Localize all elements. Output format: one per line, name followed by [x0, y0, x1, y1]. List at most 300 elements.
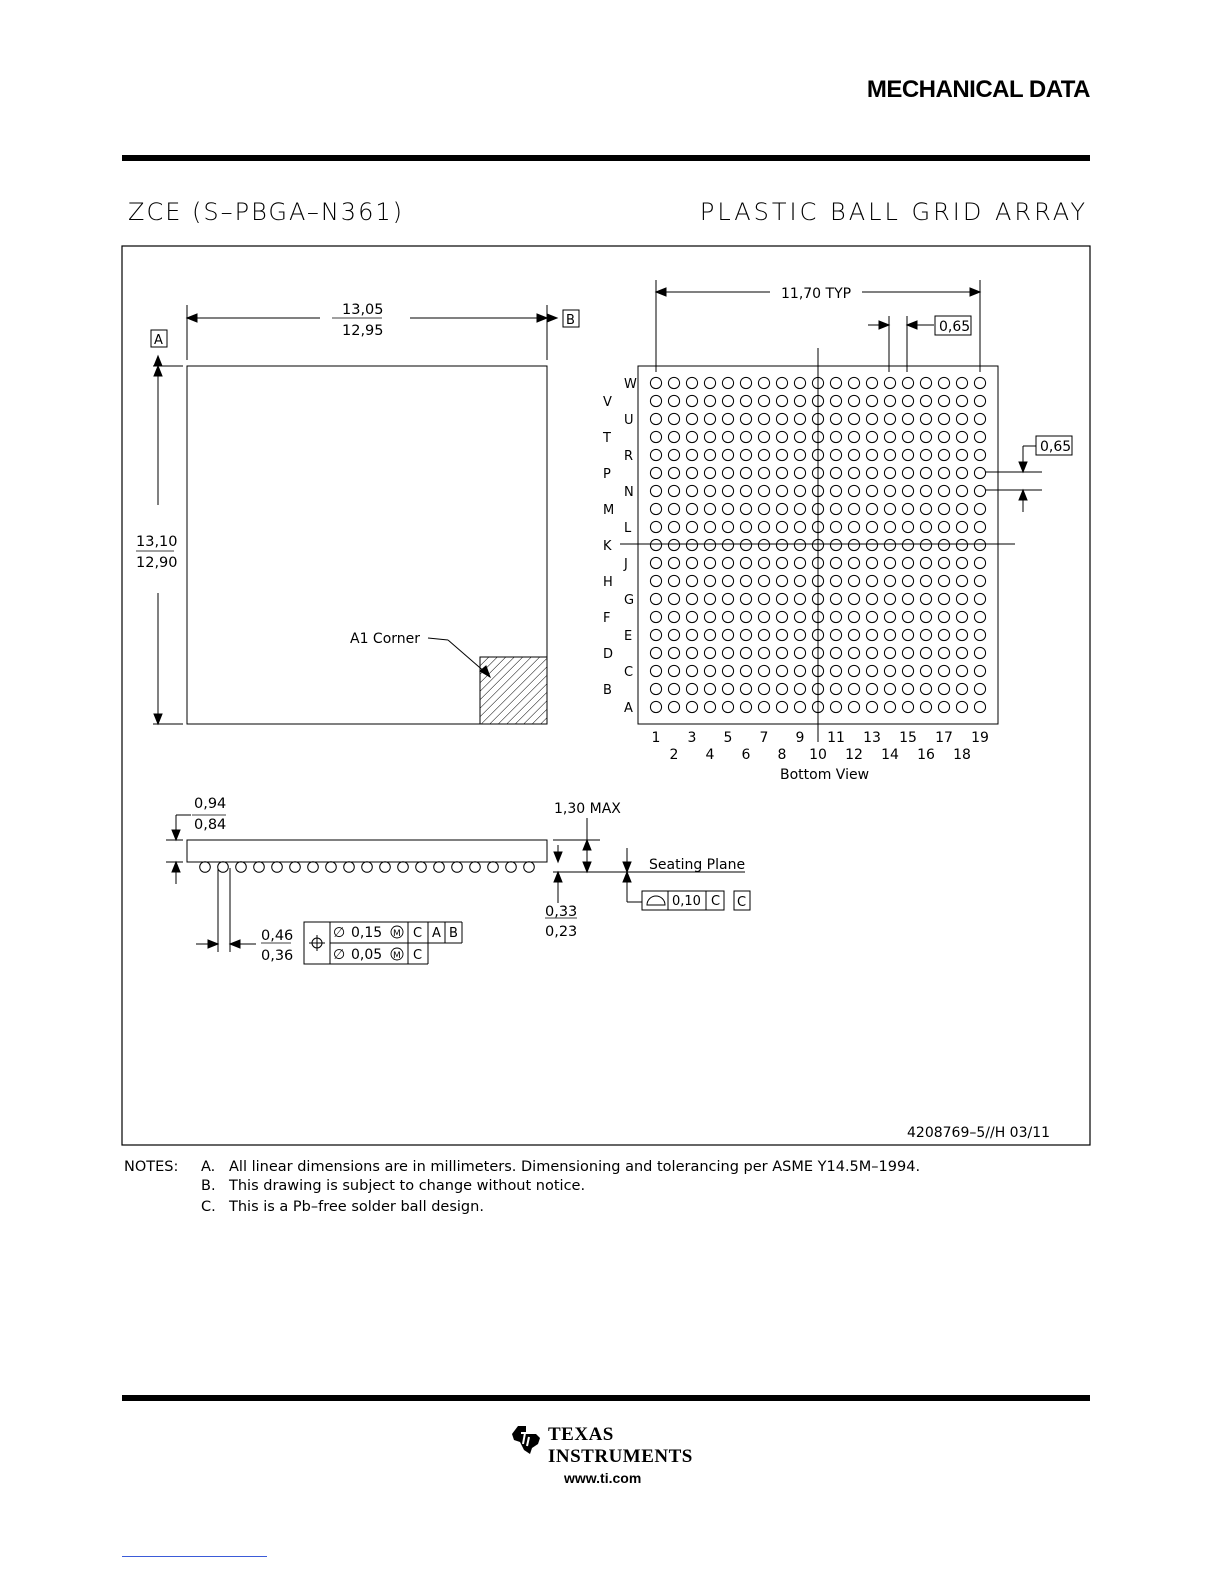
solder-ball [758, 575, 769, 586]
row-labels [602, 377, 637, 716]
solder-ball [668, 413, 679, 424]
solder-ball [848, 701, 859, 712]
solder-ball [866, 665, 877, 676]
solder-ball [848, 557, 859, 568]
top-height-min: 12,90 [136, 555, 178, 571]
page-title: MECHANICAL DATA [866, 76, 1090, 103]
solder-ball [920, 647, 931, 658]
solder-ball [794, 395, 805, 406]
solder-ball [740, 485, 751, 496]
top-height-max: 13,10 [136, 534, 178, 550]
fcf-row2-datum-1: C [413, 948, 423, 963]
solder-ball [722, 521, 733, 532]
solder-ball [668, 395, 679, 406]
side-solder-ball [254, 862, 265, 873]
column-label: 11 [827, 730, 845, 746]
solder-ball [902, 503, 913, 514]
solder-ball [668, 503, 679, 514]
solder-ball [758, 503, 769, 514]
side-height-max: 1,30 MAX [554, 801, 621, 817]
diameter-symbol: ∅ [333, 947, 346, 963]
solder-ball [902, 539, 913, 550]
solder-ball [686, 413, 697, 424]
solder-ball [740, 647, 751, 658]
solder-ball [704, 701, 715, 712]
solder-ball [776, 503, 787, 514]
row-label: L [624, 521, 632, 536]
solder-ball [758, 485, 769, 496]
solder-ball [668, 665, 679, 676]
solder-ball [884, 665, 895, 676]
solder-ball [830, 377, 841, 388]
solder-ball [794, 647, 805, 658]
solder-ball [884, 557, 895, 568]
solder-ball [902, 683, 913, 694]
solder-ball [776, 395, 787, 406]
side-solder-ball [308, 862, 319, 873]
ball-dia-max: 0,46 [261, 928, 294, 944]
row-label: A [624, 701, 633, 716]
side-solder-ball [218, 862, 229, 873]
solder-ball [938, 503, 949, 514]
column-label: 12 [845, 747, 863, 763]
solder-ball [920, 557, 931, 568]
row-label: W [624, 377, 637, 392]
solder-ball [740, 701, 751, 712]
column-label: 10 [809, 747, 827, 763]
solder-ball [650, 377, 661, 388]
solder-ball [884, 629, 895, 640]
top-view [136, 305, 579, 724]
row-label: N [624, 485, 634, 500]
solder-ball [722, 503, 733, 514]
solder-ball [740, 521, 751, 532]
datum-a-label: A [154, 333, 163, 348]
side-solder-ball [452, 862, 463, 873]
solder-ball [938, 413, 949, 424]
solder-ball [722, 629, 733, 640]
solder-ball [722, 413, 733, 424]
solder-ball [848, 593, 859, 604]
solder-ball [758, 593, 769, 604]
notes-label: NOTES: [124, 1159, 179, 1175]
solder-ball [650, 575, 661, 586]
note-key: C. [201, 1199, 216, 1215]
side-body [187, 840, 547, 862]
solder-ball [830, 485, 841, 496]
solder-ball [794, 683, 805, 694]
row-label: J [624, 557, 628, 572]
solder-ball [920, 701, 931, 712]
solder-ball [974, 701, 985, 712]
row-label: U [624, 413, 634, 428]
solder-ball [704, 683, 715, 694]
mmc-symbol: M [393, 929, 401, 939]
solder-ball [758, 683, 769, 694]
solder-ball [740, 395, 751, 406]
solder-ball [938, 467, 949, 478]
solder-ball [794, 557, 805, 568]
solder-ball [758, 467, 769, 478]
solder-ball [776, 665, 787, 676]
solder-ball [902, 485, 913, 496]
ti-state-icon [510, 1424, 544, 1456]
solder-ball [884, 539, 895, 550]
bottom-view [620, 280, 1072, 742]
solder-ball [866, 611, 877, 622]
row-label: K [603, 539, 612, 554]
solder-ball [704, 449, 715, 460]
side-solder-ball [290, 862, 301, 873]
solder-ball [686, 557, 697, 568]
solder-ball [956, 683, 967, 694]
side-solder-ball [434, 862, 445, 873]
row-label: T [603, 431, 611, 446]
flatness-value: 0,10 [672, 894, 701, 909]
solder-ball [902, 575, 913, 586]
row-label: H [603, 575, 613, 590]
solder-ball [794, 611, 805, 622]
solder-ball [956, 665, 967, 676]
solder-ball [740, 665, 751, 676]
solder-ball [974, 485, 985, 496]
solder-ball [974, 557, 985, 568]
bottom-rule [122, 1395, 1090, 1401]
solder-ball [794, 593, 805, 604]
solder-ball [722, 701, 733, 712]
solder-ball [776, 539, 787, 550]
row-label: M [603, 503, 615, 518]
a1-corner-hatch [480, 657, 547, 724]
note-item [201, 1176, 585, 1196]
solder-ball [848, 575, 859, 586]
column-label: 3 [687, 730, 697, 746]
ti-brand-line1: TEXAS [548, 1424, 614, 1445]
solder-ball [956, 701, 967, 712]
solder-ball [668, 521, 679, 532]
solder-ball [686, 665, 697, 676]
solder-ball [848, 395, 859, 406]
solder-ball [866, 629, 877, 640]
column-label: 14 [881, 747, 899, 763]
solder-ball [650, 629, 661, 640]
side-solder-ball [236, 862, 247, 873]
solder-ball [938, 647, 949, 658]
solder-ball [650, 431, 661, 442]
column-label: 1 [651, 730, 661, 746]
solder-ball [776, 683, 787, 694]
solder-ball [740, 449, 751, 460]
solder-ball [920, 413, 931, 424]
solder-ball [776, 557, 787, 568]
column-labels [652, 730, 989, 763]
ball-dia-min: 0,36 [261, 948, 294, 964]
solder-ball [704, 665, 715, 676]
solder-ball [830, 395, 841, 406]
solder-ball [650, 683, 661, 694]
solder-ball [704, 593, 715, 604]
solder-ball [740, 593, 751, 604]
solder-ball [866, 575, 877, 586]
solder-ball [722, 665, 733, 676]
solder-ball [956, 485, 967, 496]
fcf-row1-datum-1: C [413, 926, 423, 941]
solder-ball [848, 485, 859, 496]
solder-ball [686, 539, 697, 550]
solder-ball [776, 431, 787, 442]
row-label: C [624, 665, 634, 680]
solder-ball [920, 485, 931, 496]
solder-ball [902, 377, 913, 388]
solder-ball [848, 413, 859, 424]
solder-ball [668, 557, 679, 568]
solder-ball [830, 665, 841, 676]
position-tol-2: 0,05 [351, 947, 383, 963]
solder-ball [884, 413, 895, 424]
row-label: R [624, 449, 634, 464]
solder-ball [776, 467, 787, 478]
solder-ball [668, 539, 679, 550]
solder-ball [920, 377, 931, 388]
solder-ball [938, 683, 949, 694]
solder-ball [956, 377, 967, 388]
column-label: 13 [863, 730, 881, 746]
diameter-symbol: ∅ [333, 925, 346, 941]
solder-ball [776, 413, 787, 424]
row-label: B [603, 683, 612, 698]
solder-ball [758, 701, 769, 712]
solder-ball [686, 629, 697, 640]
solder-ball [722, 431, 733, 442]
solder-ball [650, 665, 661, 676]
solder-ball [704, 611, 715, 622]
side-solder-ball [488, 862, 499, 873]
solder-ball [920, 449, 931, 460]
solder-ball [956, 521, 967, 532]
solder-ball [668, 647, 679, 658]
note-text: This drawing is subject to change without notice. [229, 1178, 586, 1194]
column-label: 8 [777, 747, 787, 763]
solder-ball [758, 647, 769, 658]
solder-ball [758, 377, 769, 388]
solder-ball [902, 413, 913, 424]
solder-ball [866, 431, 877, 442]
solder-ball [866, 539, 877, 550]
note-text: This is a Pb–free solder ball design. [229, 1199, 484, 1215]
solder-ball [974, 665, 985, 676]
solder-ball [758, 413, 769, 424]
note-item [201, 1197, 484, 1217]
solder-ball [956, 449, 967, 460]
solder-ball [884, 503, 895, 514]
solder-ball [938, 539, 949, 550]
solder-ball [740, 557, 751, 568]
solder-ball [920, 539, 931, 550]
solder-ball [902, 647, 913, 658]
solder-ball [830, 611, 841, 622]
solder-ball [704, 431, 715, 442]
solder-ball [794, 665, 805, 676]
solder-ball [920, 503, 931, 514]
solder-ball [704, 647, 715, 658]
note-key: B. [201, 1178, 216, 1194]
column-label: 9 [795, 730, 805, 746]
solder-ball [920, 395, 931, 406]
solder-ball [686, 593, 697, 604]
solder-ball [866, 557, 877, 568]
solder-ball [830, 683, 841, 694]
note-text: All linear dimensions are in millimeters. Dimensioning and tolerancing per ASME Y14.5M–1994. [229, 1159, 921, 1175]
solder-ball [740, 539, 751, 550]
solder-ball [830, 449, 841, 460]
solder-ball [650, 701, 661, 712]
solder-ball [902, 395, 913, 406]
solder-ball [956, 647, 967, 658]
solder-ball [704, 503, 715, 514]
row-label: E [624, 629, 633, 644]
solder-ball [848, 647, 859, 658]
solder-ball [758, 449, 769, 460]
side-solder-ball [470, 862, 481, 873]
solder-ball [758, 665, 769, 676]
solder-ball [938, 593, 949, 604]
solder-ball [938, 395, 949, 406]
solder-ball [938, 701, 949, 712]
solder-ball [686, 485, 697, 496]
row-label: F [603, 611, 611, 626]
solder-ball [866, 647, 877, 658]
fcf-row1-datum-3: B [449, 926, 458, 941]
solder-ball [650, 539, 661, 550]
solder-ball [902, 557, 913, 568]
solder-ball [740, 413, 751, 424]
side-solder-ball [524, 862, 535, 873]
package-type: PLASTIC BALL GRID ARRAY [699, 198, 1088, 226]
solder-ball [938, 629, 949, 640]
solder-ball [830, 431, 841, 442]
solder-ball [794, 377, 805, 388]
solder-ball [866, 395, 877, 406]
solder-ball [902, 431, 913, 442]
solder-ball [776, 485, 787, 496]
solder-ball [794, 449, 805, 460]
side-solder-ball [380, 862, 391, 873]
solder-ball [884, 593, 895, 604]
solder-ball [740, 377, 751, 388]
side-solder-ball [506, 862, 517, 873]
ti-brand-line2: INSTRUMENTS [548, 1446, 693, 1467]
solder-ball [866, 377, 877, 388]
solder-ball [668, 593, 679, 604]
solder-ball [704, 629, 715, 640]
side-thickness-max: 0,94 [194, 796, 227, 812]
solder-ball [668, 575, 679, 586]
solder-ball [758, 611, 769, 622]
solder-ball [884, 575, 895, 586]
solder-ball [938, 449, 949, 460]
solder-ball [740, 575, 751, 586]
side-solder-ball [362, 862, 373, 873]
solder-ball [794, 539, 805, 550]
solder-ball [938, 557, 949, 568]
solder-ball [920, 467, 931, 478]
solder-ball [650, 647, 661, 658]
column-label: 15 [899, 730, 917, 746]
bottom-view-caption: Bottom View [780, 767, 870, 783]
solder-ball [794, 467, 805, 478]
solder-ball [686, 611, 697, 622]
solder-ball [974, 593, 985, 604]
solder-ball [686, 467, 697, 478]
solder-ball [956, 629, 967, 640]
solder-ball [956, 395, 967, 406]
solder-ball [758, 557, 769, 568]
solder-ball [974, 467, 985, 478]
solder-ball [974, 503, 985, 514]
column-label: 5 [723, 730, 733, 746]
solder-ball [830, 629, 841, 640]
solder-ball [866, 503, 877, 514]
solder-ball [866, 485, 877, 496]
solder-ball [884, 395, 895, 406]
column-label: 6 [741, 747, 751, 763]
solder-ball [956, 431, 967, 442]
solder-ball [866, 521, 877, 532]
solder-ball [794, 431, 805, 442]
solder-ball [704, 557, 715, 568]
solder-ball [848, 377, 859, 388]
solder-ball [704, 521, 715, 532]
side-solder-ball [416, 862, 427, 873]
solder-ball [866, 467, 877, 478]
solder-ball [974, 683, 985, 694]
solder-ball [668, 431, 679, 442]
side-solder-ball [272, 862, 283, 873]
solder-ball [920, 593, 931, 604]
side-solder-ball [200, 862, 211, 873]
side-thickness-min: 0,84 [194, 817, 227, 833]
solder-ball [848, 467, 859, 478]
solder-ball [722, 611, 733, 622]
column-label: 19 [971, 730, 989, 746]
solder-ball [668, 485, 679, 496]
solder-ball [920, 629, 931, 640]
solder-ball [956, 467, 967, 478]
solder-ball [704, 395, 715, 406]
solder-ball [722, 539, 733, 550]
solder-ball [884, 449, 895, 460]
solder-ball [902, 467, 913, 478]
solder-ball [920, 665, 931, 676]
solder-ball [686, 395, 697, 406]
solder-ball [866, 413, 877, 424]
solder-ball [668, 629, 679, 640]
solder-ball [974, 431, 985, 442]
fcf-row1-datum-2: A [432, 926, 441, 941]
solder-ball [884, 377, 895, 388]
side-view [166, 815, 750, 964]
solder-ball [902, 593, 913, 604]
position-tol-1: 0,15 [351, 925, 383, 941]
solder-ball [722, 395, 733, 406]
solder-ball [830, 521, 841, 532]
solder-ball [956, 557, 967, 568]
flatness-datum: C [711, 894, 721, 909]
solder-ball [722, 467, 733, 478]
solder-ball [920, 575, 931, 586]
solder-ball [686, 647, 697, 658]
solder-ball [884, 521, 895, 532]
